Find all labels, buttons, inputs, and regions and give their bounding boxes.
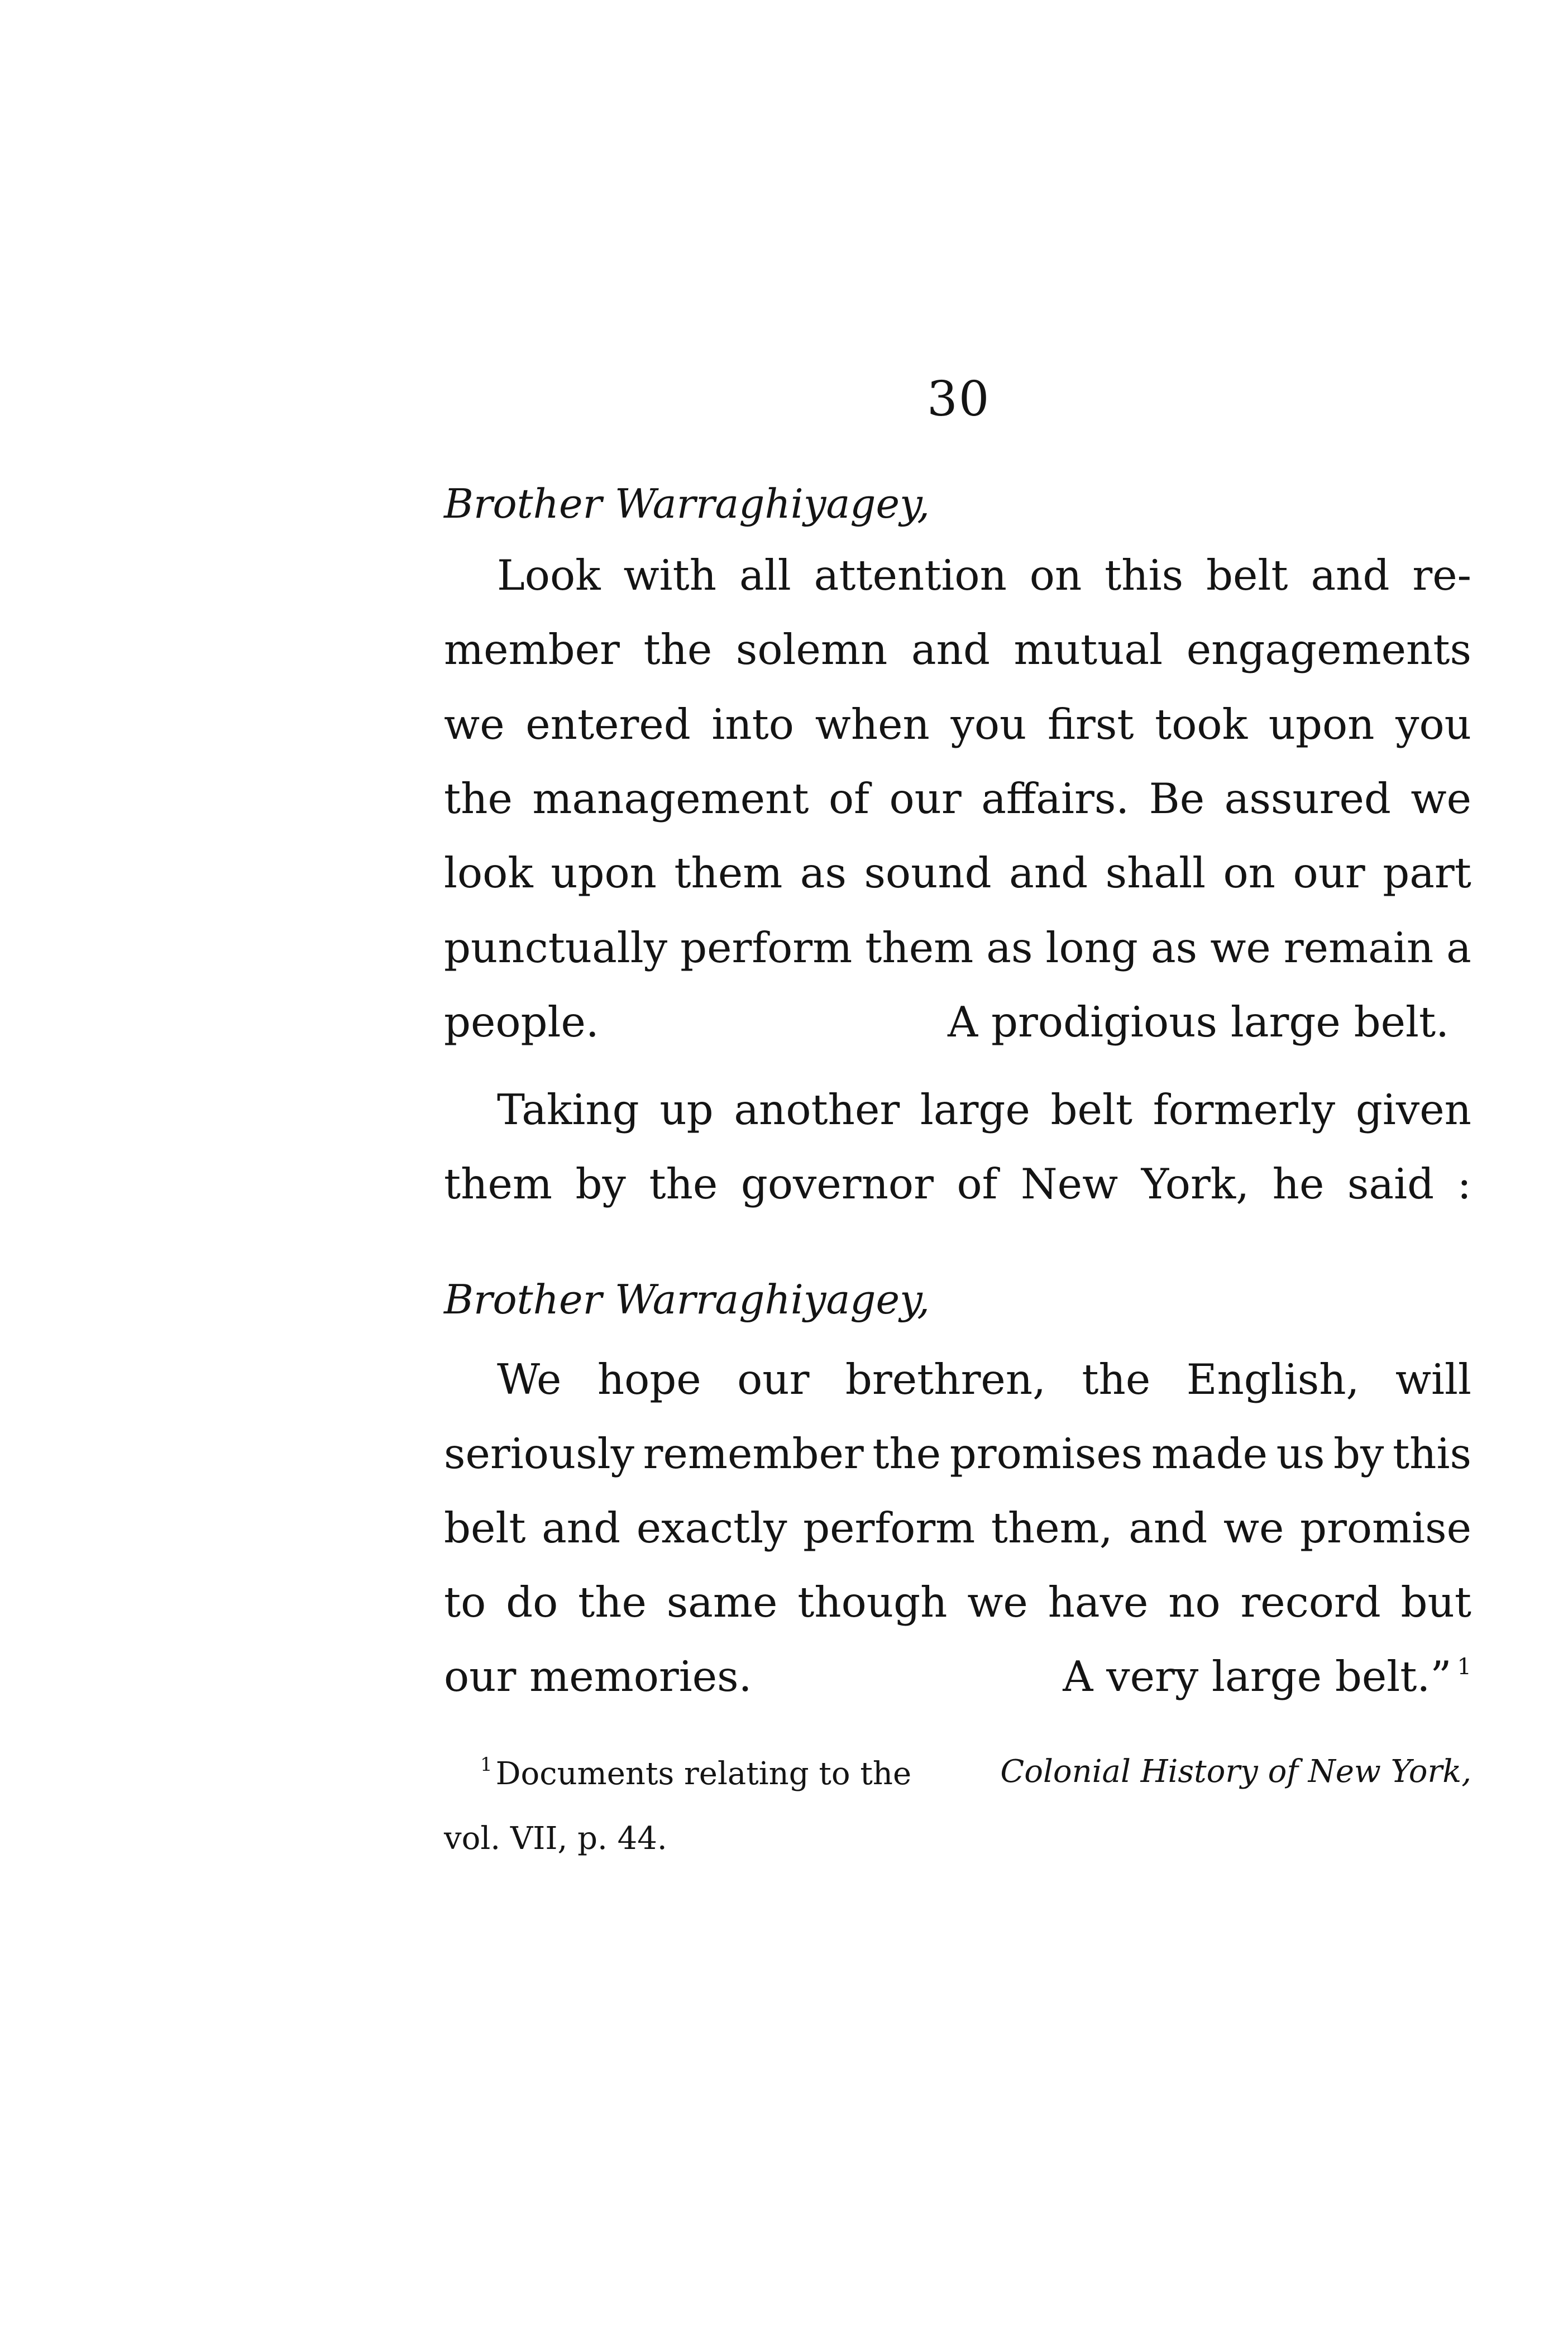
speech-1-word: we <box>1210 923 1271 972</box>
speech-1-word: we <box>1411 773 1471 823</box>
speech-1-line-3 <box>444 699 1471 749</box>
speech-1-word: you <box>1395 699 1471 749</box>
speech-2-word: the <box>872 1429 941 1478</box>
speech-1-word: engagements <box>1186 625 1471 675</box>
speech-1-word: all <box>739 551 791 600</box>
speech-1-word: our <box>889 773 962 823</box>
speech-1-last-line <box>444 997 1471 1047</box>
speech-2-word: the <box>1082 1355 1151 1404</box>
speech-2-word: record <box>1240 1578 1381 1627</box>
narration-word: : <box>1457 1159 1471 1208</box>
narration-word: he <box>1272 1159 1325 1208</box>
speech-1-word: look <box>444 848 533 898</box>
speech-2-word: brethren, <box>845 1355 1046 1404</box>
speech-1-end-word: people. <box>444 997 599 1047</box>
footnote-lead: $^1$ Documents relating to the <box>480 1753 912 1792</box>
narration-line-1 <box>497 1085 1471 1134</box>
salutation-1: Brother Warraghiyagey, <box>444 480 930 527</box>
speech-1-word: first <box>1047 699 1134 749</box>
narration-word: the <box>649 1159 718 1208</box>
speech-1-word: perform <box>680 923 853 972</box>
speech-1-word: part <box>1383 848 1471 898</box>
footnote-line-2: vol. VII, p. 44. <box>444 1820 667 1857</box>
speech-1-word: shall <box>1105 848 1206 898</box>
speech-2-word: we <box>967 1578 1028 1627</box>
speech-1-word: upon <box>1268 699 1375 749</box>
speech-2-word: same <box>666 1578 778 1627</box>
speech-1-word: Be <box>1149 773 1205 823</box>
narration-word: given <box>1355 1085 1471 1134</box>
speech-1-word: you <box>950 699 1027 749</box>
narration-word: up <box>659 1085 714 1134</box>
speech-1-word: we <box>444 699 505 749</box>
speech-2-end-words: our memories. <box>444 1652 752 1701</box>
footnote-line-1 <box>480 1753 1471 1792</box>
speech-2-word: seriously <box>444 1429 635 1478</box>
speech-2-word: have <box>1048 1578 1149 1627</box>
speech-1-word: them <box>674 848 783 898</box>
speech-2-word: to <box>444 1578 486 1627</box>
speech-1-word: and <box>911 625 990 675</box>
speech-1-word: on <box>1223 848 1275 898</box>
speech-1-word: solemn <box>735 625 888 675</box>
speech-1-word: punctually <box>444 923 668 972</box>
speech-2-word: this <box>1393 1429 1471 1478</box>
narration-word: governor <box>740 1159 934 1208</box>
belt-note-1: A prodigious large belt. <box>948 997 1449 1047</box>
speech-2-word: made <box>1151 1429 1268 1478</box>
speech-1-word: management <box>532 773 809 823</box>
speech-2-word: belt <box>444 1503 526 1552</box>
speech-1-word: the <box>444 773 513 823</box>
speech-2-word: the <box>578 1578 647 1627</box>
speech-2-word: We <box>497 1355 562 1404</box>
speech-1-word: our <box>1293 848 1365 898</box>
narration-word: said <box>1347 1159 1435 1208</box>
speech-2-line-4 <box>444 1578 1471 1627</box>
speech-1-word: belt <box>1206 551 1288 600</box>
speech-1-line-6 <box>444 923 1471 972</box>
speech-2-word: promises <box>949 1429 1143 1478</box>
speech-2-line-3 <box>444 1503 1471 1552</box>
speech-1-word: as <box>1150 923 1198 972</box>
speech-1-word: into <box>711 699 794 749</box>
speech-1-word: and <box>1009 848 1088 898</box>
speech-1-word: remain <box>1283 923 1434 972</box>
speech-1-line-2 <box>444 625 1471 675</box>
speech-2-word: them, <box>991 1503 1113 1552</box>
belt-note-2-text: A very large belt.” <box>1063 1652 1452 1701</box>
speech-2-word: but <box>1400 1578 1471 1627</box>
speech-1-word: this <box>1105 551 1184 600</box>
narration-word: York, <box>1141 1159 1250 1208</box>
speech-2-word: though <box>797 1578 948 1627</box>
speech-2-word: no <box>1168 1578 1221 1627</box>
speech-1-word: the <box>643 625 713 675</box>
speech-2-word: us <box>1276 1429 1325 1478</box>
speech-1-word: as <box>986 923 1033 972</box>
narration-word: formerly <box>1153 1085 1336 1134</box>
speech-2-word: and <box>1129 1503 1208 1552</box>
narration-word: belt <box>1050 1085 1133 1134</box>
speech-1-word: mutual <box>1014 625 1163 675</box>
speech-1-word: as <box>800 848 847 898</box>
narration-word: by <box>575 1159 626 1208</box>
speech-2-line-2 <box>444 1429 1471 1478</box>
speech-2-word: remember <box>643 1429 864 1478</box>
speech-2-word: exactly <box>636 1503 787 1552</box>
speech-2-line-1 <box>497 1355 1471 1404</box>
narration-word: New <box>1021 1159 1118 1208</box>
narration-word: of <box>957 1159 998 1208</box>
speech-1-word: when <box>815 699 930 749</box>
speech-1-word: on <box>1029 551 1082 600</box>
salutation-2: Brother Warraghiyagey, <box>444 1276 930 1323</box>
narration-word: another <box>734 1085 900 1134</box>
speech-2-word: perform <box>803 1503 976 1552</box>
speech-1-word: them <box>865 923 974 972</box>
footnote-reference: 1 <box>1457 1654 1471 1680</box>
narration-word: them <box>444 1159 552 1208</box>
speech-1-word: and <box>1311 551 1390 600</box>
speech-1-word: affairs. <box>981 773 1130 823</box>
speech-1-word: with <box>623 551 717 600</box>
speech-2-word: by <box>1333 1429 1384 1478</box>
narration-word: large <box>920 1085 1030 1134</box>
speech-1-line-4 <box>444 773 1471 823</box>
speech-1-line-1 <box>497 551 1471 600</box>
speech-2-word: our <box>737 1355 810 1404</box>
page-number: 30 <box>927 371 991 427</box>
speech-1-word: of <box>829 773 869 823</box>
speech-2-word: we <box>1223 1503 1284 1552</box>
speech-1-word: sound <box>864 848 992 898</box>
speech-1-word: took <box>1155 699 1248 749</box>
speech-1-word: attention <box>814 551 1007 600</box>
speech-2-word: promise <box>1299 1503 1471 1552</box>
speech-2-word: and <box>542 1503 621 1552</box>
speech-1-word: re- <box>1412 551 1471 600</box>
speech-2-word: hope <box>597 1355 701 1404</box>
speech-2-word: English, <box>1186 1355 1360 1404</box>
speech-1-word: entered <box>525 699 691 749</box>
speech-1-word: upon <box>551 848 657 898</box>
speech-1-word: a <box>1446 923 1471 972</box>
speech-1-word: Look <box>497 551 601 600</box>
belt-note-2 <box>1063 1652 1471 1701</box>
footnote-marker: 1 <box>480 1753 493 1776</box>
speech-2-last-line <box>444 1652 1471 1701</box>
footnote-title: Colonial History of New York, <box>1000 1753 1471 1790</box>
speech-1-word: long <box>1045 923 1138 972</box>
speech-1-word: member <box>444 625 620 675</box>
speech-2-word: will <box>1395 1355 1471 1404</box>
narration-line-2 <box>444 1159 1471 1208</box>
speech-2-word: do <box>506 1578 558 1627</box>
narration-word: Taking <box>497 1085 639 1134</box>
speech-1-line-5 <box>444 848 1471 898</box>
speech-1-word: assured <box>1224 773 1391 823</box>
